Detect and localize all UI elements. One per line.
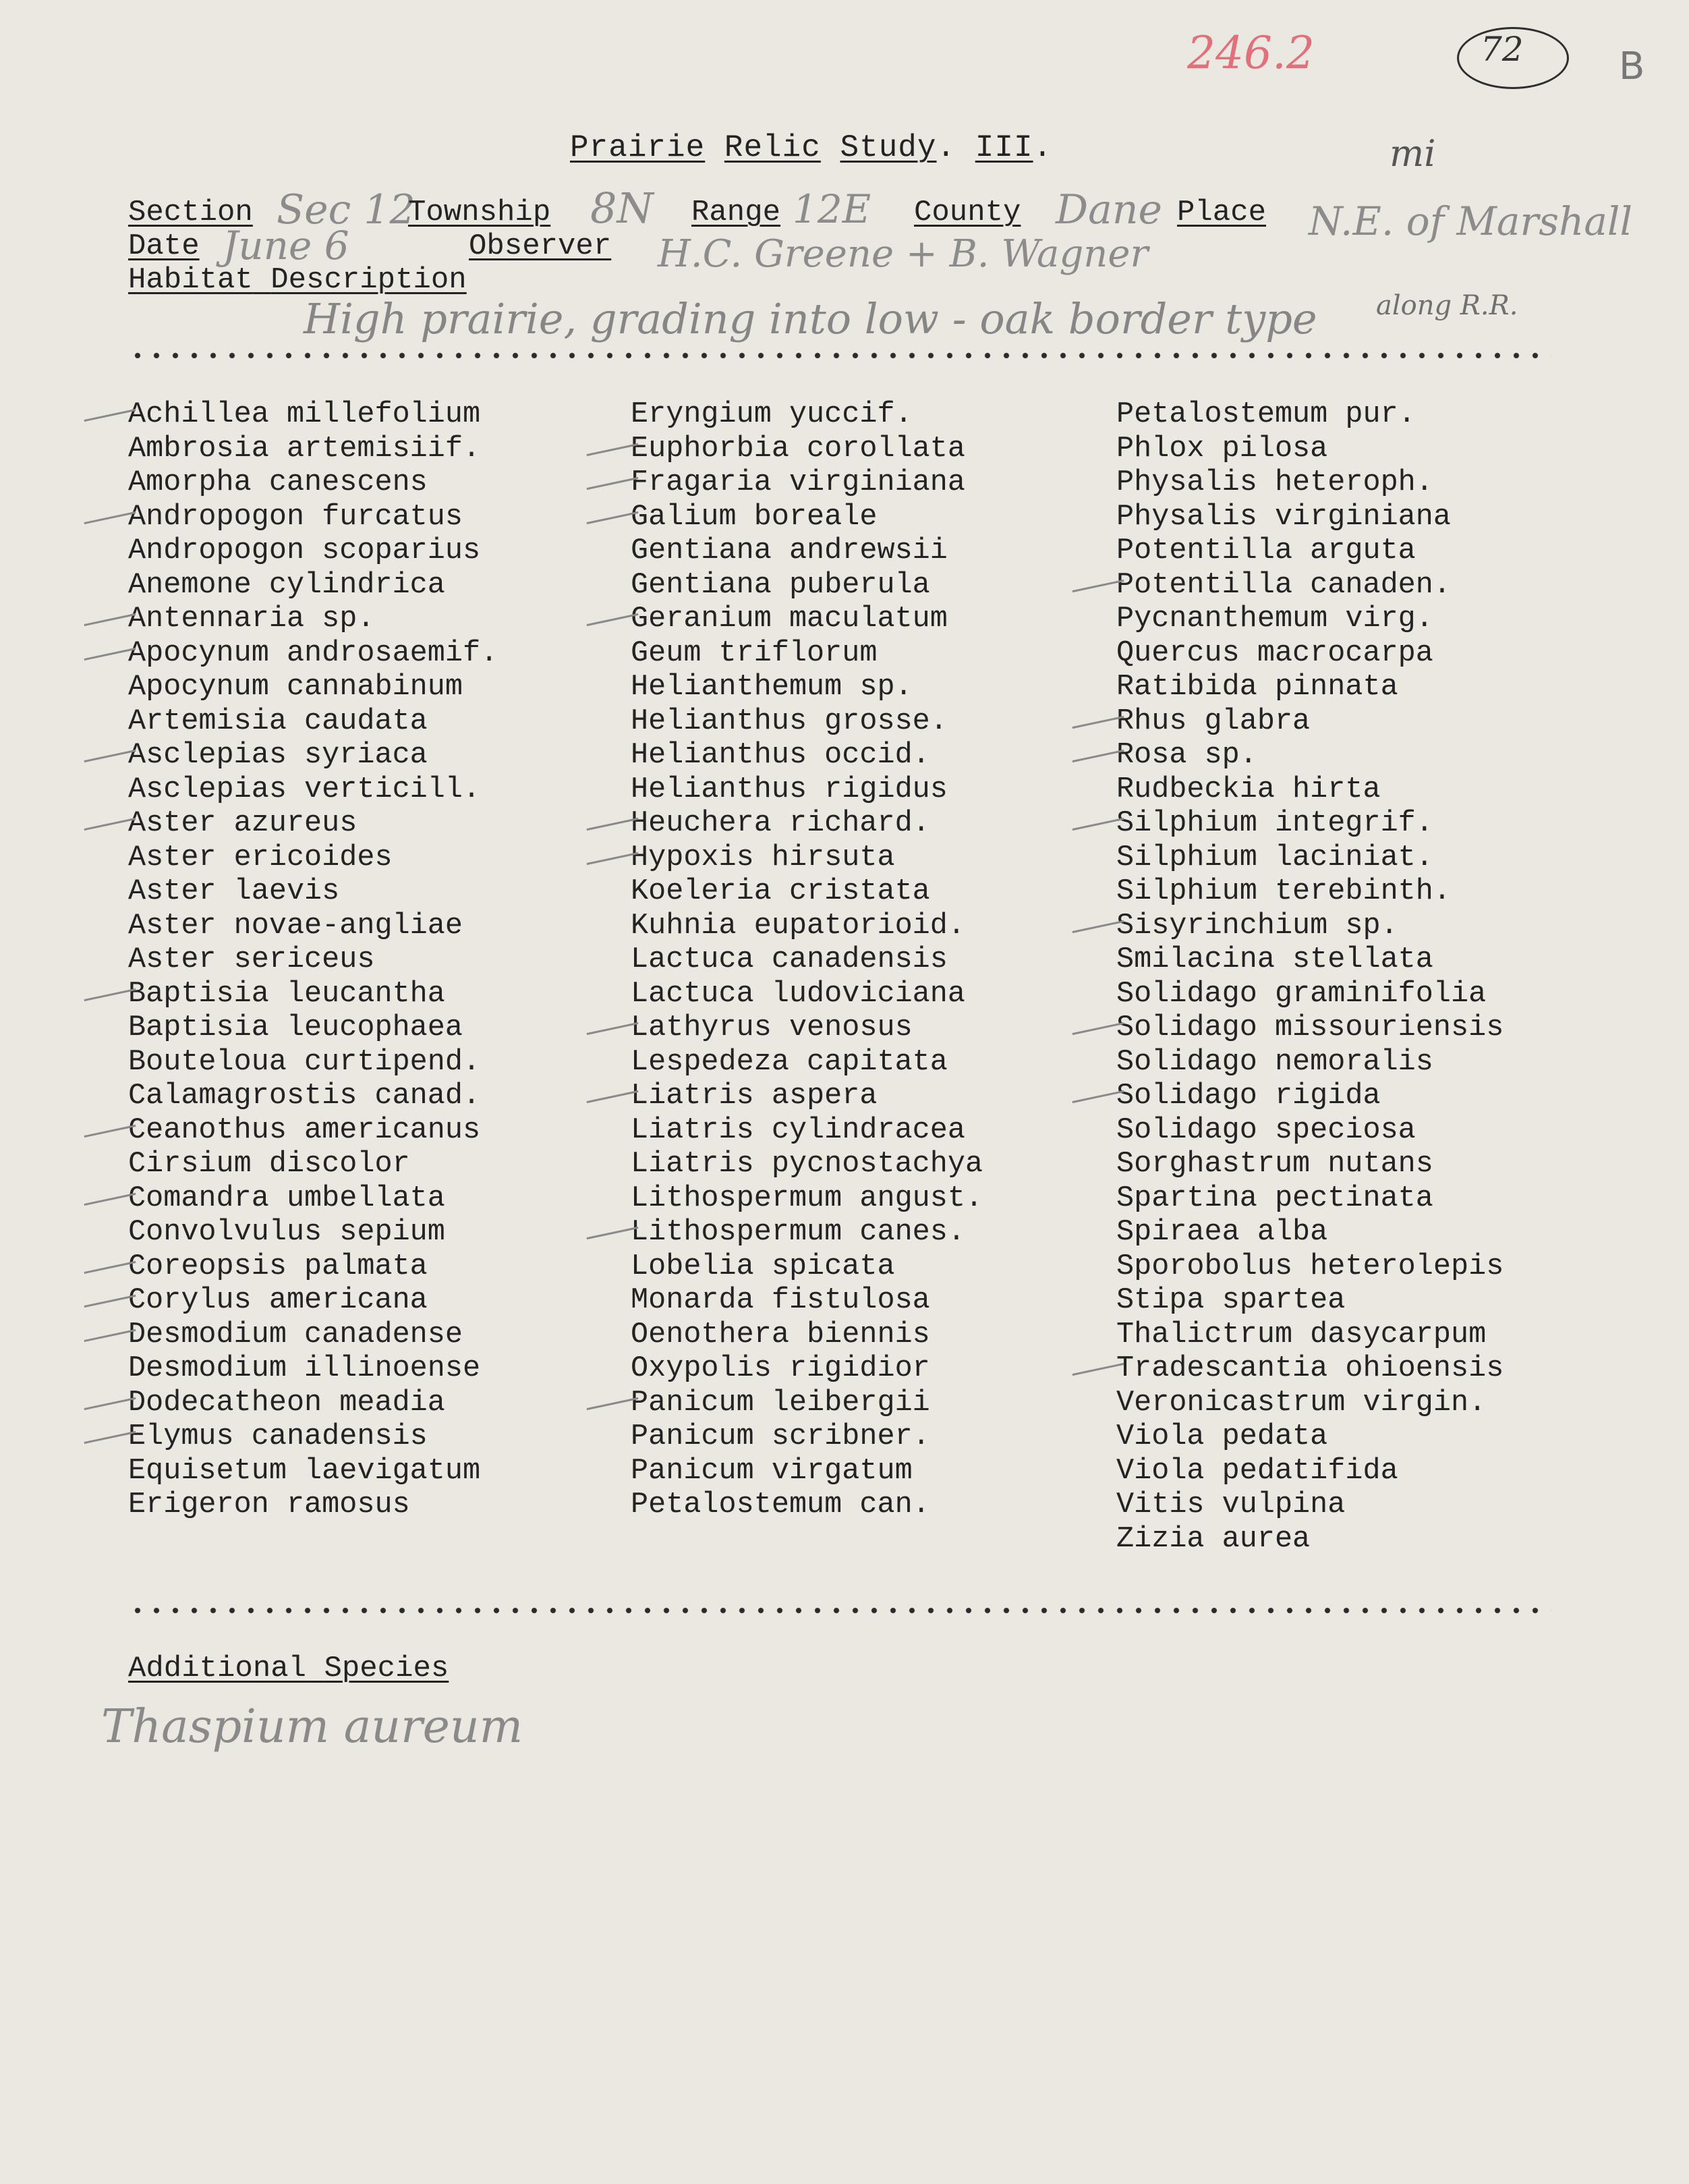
species-item [1116, 671, 1504, 705]
species-name: Dodecatheon meadia [128, 1386, 445, 1420]
species-item [631, 1352, 983, 1387]
species-item [128, 875, 498, 909]
species-item [128, 1318, 498, 1353]
additional-species-value: Thaspium aureum [101, 1700, 523, 1754]
species-item [128, 1387, 498, 1421]
species-name: Liatris pycnostachya [631, 1148, 983, 1181]
species-item [631, 1284, 983, 1318]
species-name: Solidago graminifolia [1116, 977, 1487, 1011]
species-name: Lathyrus venosus [631, 1011, 913, 1044]
species-item [1116, 875, 1504, 909]
species-item [128, 1148, 498, 1182]
species-name: Potentilla arguta [1116, 534, 1416, 567]
species-item [128, 603, 498, 637]
county-label: County [914, 196, 1021, 229]
species-item [128, 637, 498, 671]
additional-label-1: Additional [128, 1652, 307, 1685]
species-item [1116, 1216, 1504, 1250]
species-name: Desmodium illinoense [128, 1352, 481, 1385]
title-numeral: III [975, 130, 1033, 165]
species-name: Coreopsis palmata [128, 1250, 428, 1283]
species-name: Quercus macrocarpa [1116, 636, 1433, 670]
species-name: Thalictrum dasycarpum [1116, 1318, 1487, 1351]
species-name: Geum triflorum [631, 636, 878, 670]
species-item [1116, 1114, 1504, 1148]
species-name: Liatris cylindracea [631, 1113, 965, 1147]
species-item [128, 1455, 498, 1489]
corner-letter: B [1619, 45, 1645, 88]
place-value: N.E. of Marshall [1309, 198, 1633, 244]
page-title [570, 130, 1052, 165]
species-name: Oxypolis rigidior [631, 1352, 930, 1385]
county-value: Dane [1056, 186, 1163, 233]
species-item [128, 1114, 498, 1148]
species-name: Rudbeckia hirta [1116, 773, 1381, 806]
species-name: Gentiana andrewsii [631, 534, 948, 567]
species-name: Lithospermum canes. [631, 1216, 965, 1249]
species-name: Gentiana puberula [631, 568, 930, 602]
species-item [128, 1284, 498, 1318]
species-item [128, 1352, 498, 1387]
species-name: Aster sericeus [128, 943, 375, 976]
species-item [631, 943, 983, 978]
species-name: Kuhnia eupatorioid. [631, 909, 965, 943]
species-item [1116, 705, 1504, 739]
species-name: Silphium terebinth. [1116, 875, 1451, 908]
species-name: Physalis virginiana [1116, 500, 1451, 534]
species-name: Liatris aspera [631, 1080, 878, 1113]
species-item [128, 978, 498, 1012]
date-value: June 6 [223, 223, 349, 269]
species-name: Smilacina stellata [1116, 943, 1433, 976]
habitat-label [128, 263, 467, 297]
species-name: Euphorbia corollata [631, 432, 965, 466]
species-name: Sorghastrum nutans [1116, 1148, 1433, 1181]
species-item [1116, 1318, 1504, 1353]
species-item [1116, 398, 1504, 432]
species-item [1116, 943, 1504, 978]
species-name: Solidago nemoralis [1116, 1045, 1433, 1079]
species-name: Artemisia caudata [128, 704, 428, 738]
species-item [128, 432, 498, 467]
species-item [631, 978, 983, 1012]
species-name: Lobelia spicata [631, 1250, 895, 1283]
section-label: Section [128, 196, 253, 229]
additional-species-label [128, 1652, 449, 1685]
species-item [128, 534, 498, 569]
sheet-number: 72 [1481, 30, 1524, 69]
species-item [631, 501, 983, 535]
species-item [1116, 1080, 1504, 1114]
species-name: Aster laevis [128, 875, 340, 908]
range-label: Range [691, 196, 781, 229]
species-name: Sisyrinchium sp. [1116, 909, 1398, 943]
place-note-2: along R.R. [1376, 290, 1518, 321]
species-item [631, 603, 983, 637]
species-name: Lithospermum angust. [631, 1181, 983, 1215]
species-name: Solidago speciosa [1116, 1113, 1416, 1147]
species-item [1116, 501, 1504, 535]
species-item [128, 398, 498, 432]
habitat-label-1: Habitat [128, 263, 253, 297]
species-item [1116, 1352, 1504, 1387]
species-name: Pycnanthemum virg. [1116, 603, 1433, 636]
species-name: Comandra umbellata [128, 1181, 445, 1215]
species-item [128, 943, 498, 978]
species-item [128, 1250, 498, 1285]
catalog-number: 246.2 [1187, 27, 1315, 79]
species-name: Rhus glabra [1116, 704, 1311, 738]
species-name: Stipa spartea [1116, 1284, 1346, 1317]
species-name: Fragaria virginiana [631, 466, 965, 499]
species-item [631, 1387, 983, 1421]
species-name: Andropogon furcatus [128, 500, 463, 534]
species-column-1 [128, 398, 498, 1523]
species-item [128, 1080, 498, 1114]
place-note: mi [1390, 132, 1436, 175]
species-name: Phlox pilosa [1116, 432, 1328, 466]
species-name: Panicum virgatum [631, 1454, 913, 1488]
species-item [1116, 739, 1504, 773]
species-item [631, 1318, 983, 1353]
species-name: Koeleria cristata [631, 875, 930, 908]
dotted-separator-bottom [128, 1607, 1551, 1614]
species-item [1116, 603, 1504, 637]
species-name: Anemone cylindrica [128, 568, 445, 602]
species-item [1116, 1148, 1504, 1182]
species-name: Elymus canadensis [128, 1420, 428, 1453]
species-item [1116, 1182, 1504, 1216]
species-name: Erigeron ramosus [128, 1488, 410, 1521]
species-item [128, 739, 498, 773]
species-item [631, 1420, 983, 1455]
species-name: Vitis vulpina [1116, 1488, 1346, 1521]
species-name: Viola pedata [1116, 1420, 1328, 1453]
species-item [1116, 1011, 1504, 1046]
species-item [128, 773, 498, 808]
species-item [128, 909, 498, 944]
species-name: Helianthemum sp. [631, 671, 913, 704]
species-item [631, 807, 983, 841]
species-item [128, 1046, 498, 1080]
species-item [128, 1216, 498, 1250]
species-name: Cirsium discolor [128, 1148, 410, 1181]
species-name: Andropogon scoparius [128, 534, 481, 567]
species-name: Asclepias syriaca [128, 739, 428, 772]
species-item [1116, 773, 1504, 808]
species-name: Corylus americana [128, 1284, 428, 1317]
species-name: Lactuca canadensis [631, 943, 948, 976]
species-item [631, 1250, 983, 1285]
species-name: Aster novae-angliae [128, 909, 463, 943]
species-item [1116, 534, 1504, 569]
species-name: Aster azureus [128, 807, 357, 840]
species-item [128, 1182, 498, 1216]
species-name: Bouteloua curtipend. [128, 1045, 481, 1079]
species-name: Petalostemum pur. [1116, 398, 1416, 431]
species-name: Helianthus rigidus [631, 773, 948, 806]
species-item [631, 739, 983, 773]
species-item [631, 569, 983, 603]
species-item [1116, 1387, 1504, 1421]
date-label: Date [128, 229, 200, 263]
species-name: Oenothera biennis [631, 1318, 930, 1351]
species-item [631, 637, 983, 671]
species-name: Silphium integrif. [1116, 807, 1433, 840]
species-name: Veronicastrum virgin. [1116, 1386, 1487, 1420]
species-name: Panicum leibergii [631, 1386, 930, 1420]
species-name: Eryngium yuccif. [631, 398, 913, 431]
species-item [128, 705, 498, 739]
species-item [128, 1488, 498, 1523]
habitat-value: High prairie, grading into low - oak border type [304, 294, 1317, 343]
habitat-label-2: Description [270, 263, 467, 297]
title-word-2: Relic [724, 130, 821, 165]
species-item [1116, 1284, 1504, 1318]
species-name: Tradescantia ohioensis [1116, 1352, 1504, 1385]
species-item [1116, 1046, 1504, 1080]
species-item [631, 432, 983, 467]
place-label: Place [1177, 196, 1267, 229]
species-item [1116, 1523, 1504, 1557]
species-name: Aster ericoides [128, 841, 393, 874]
species-name: Asclepias verticill. [128, 773, 481, 806]
species-item [128, 807, 498, 841]
species-item [128, 841, 498, 876]
species-item [128, 569, 498, 603]
species-name: Petalostemum can. [631, 1488, 930, 1521]
species-item [1116, 637, 1504, 671]
township-label: Township [408, 196, 551, 229]
species-name: Heuchera richard. [631, 807, 930, 840]
species-name: Amorpha canescens [128, 466, 428, 499]
species-item [1116, 1420, 1504, 1455]
species-name: Antennaria sp. [128, 603, 375, 636]
species-name: Solidago rigida [1116, 1080, 1381, 1113]
species-name: Spiraea alba [1116, 1216, 1328, 1249]
species-name: Apocynum cannabinum [128, 671, 463, 704]
species-name: Zizia aurea [1116, 1522, 1311, 1556]
additional-label-2: Species [324, 1652, 449, 1685]
species-item [631, 1455, 983, 1489]
species-name: Monarda fistulosa [631, 1284, 930, 1317]
species-item [631, 1080, 983, 1114]
range-value: 12E [793, 186, 871, 232]
species-name: Baptisia leucantha [128, 977, 445, 1011]
species-name: Apocynum androsaemif. [128, 636, 498, 670]
species-name: Achillea millefolium [128, 398, 481, 431]
species-name: Sporobolus heterolepis [1116, 1250, 1504, 1283]
species-name: Solidago missouriensis [1116, 1011, 1504, 1044]
species-name: Silphium laciniat. [1116, 841, 1433, 874]
species-item [1116, 841, 1504, 876]
species-item [631, 1011, 983, 1046]
dotted-separator-top [128, 352, 1551, 359]
species-item [1116, 978, 1504, 1012]
township-value: 8N [590, 184, 654, 233]
title-word-1: Prairie [570, 130, 706, 165]
species-name: Lespedeza capitata [631, 1045, 948, 1079]
species-name: Ambrosia artemisiif. [128, 432, 481, 466]
species-item [128, 1420, 498, 1455]
section-value: Sec 12 [277, 186, 416, 233]
title-word-3: Study [840, 130, 937, 165]
species-item [128, 671, 498, 705]
species-item [631, 1182, 983, 1216]
species-item [1116, 466, 1504, 501]
species-item [1116, 909, 1504, 944]
species-item [631, 909, 983, 944]
species-item [1116, 807, 1504, 841]
species-item [631, 1488, 983, 1523]
species-name: Hypoxis hirsuta [631, 841, 895, 874]
species-column-3 [1116, 398, 1504, 1557]
species-name: Geranium maculatum [631, 603, 948, 636]
species-name: Ratibida pinnata [1116, 671, 1398, 704]
species-item [631, 1114, 983, 1148]
species-item [1116, 1455, 1504, 1489]
species-name: Galium boreale [631, 500, 878, 534]
species-item [128, 501, 498, 535]
species-name: Spartina pectinata [1116, 1181, 1433, 1215]
species-item [631, 1148, 983, 1182]
species-name: Calamagrostis canad. [128, 1080, 481, 1113]
species-item [631, 466, 983, 501]
species-name: Potentilla canaden. [1116, 568, 1451, 602]
species-name: Panicum scribner. [631, 1420, 930, 1453]
species-name: Helianthus occid. [631, 739, 930, 772]
species-item [631, 841, 983, 876]
species-name: Equisetum laevigatum [128, 1454, 481, 1488]
species-name: Lactuca ludoviciana [631, 977, 965, 1011]
species-item [1116, 1488, 1504, 1523]
title-period: . [1033, 130, 1053, 165]
species-item [631, 1216, 983, 1250]
observer-label: Observer [469, 229, 612, 263]
species-name: Ceanothus americanus [128, 1113, 481, 1147]
species-name: Physalis heteroph. [1116, 466, 1433, 499]
species-item [128, 1011, 498, 1046]
species-item [631, 875, 983, 909]
species-name: Rosa sp. [1116, 739, 1257, 772]
species-name: Viola pedatifida [1116, 1454, 1398, 1488]
observer-value: H.C. Greene + B. Wagner [658, 232, 1149, 276]
species-item [631, 1046, 983, 1080]
species-name: Convolvulus sepium [128, 1216, 445, 1249]
species-item [1116, 569, 1504, 603]
species-item [631, 398, 983, 432]
species-item [128, 466, 498, 501]
species-name: Baptisia leucophaea [128, 1011, 463, 1044]
species-item [631, 534, 983, 569]
species-item [631, 773, 983, 808]
species-column-2 [631, 398, 983, 1523]
species-item [631, 705, 983, 739]
title-sep: . [936, 130, 975, 165]
species-item [1116, 432, 1504, 467]
species-item [1116, 1250, 1504, 1285]
species-name: Desmodium canadense [128, 1318, 463, 1351]
species-name: Helianthus grosse. [631, 704, 948, 738]
species-item [631, 671, 983, 705]
